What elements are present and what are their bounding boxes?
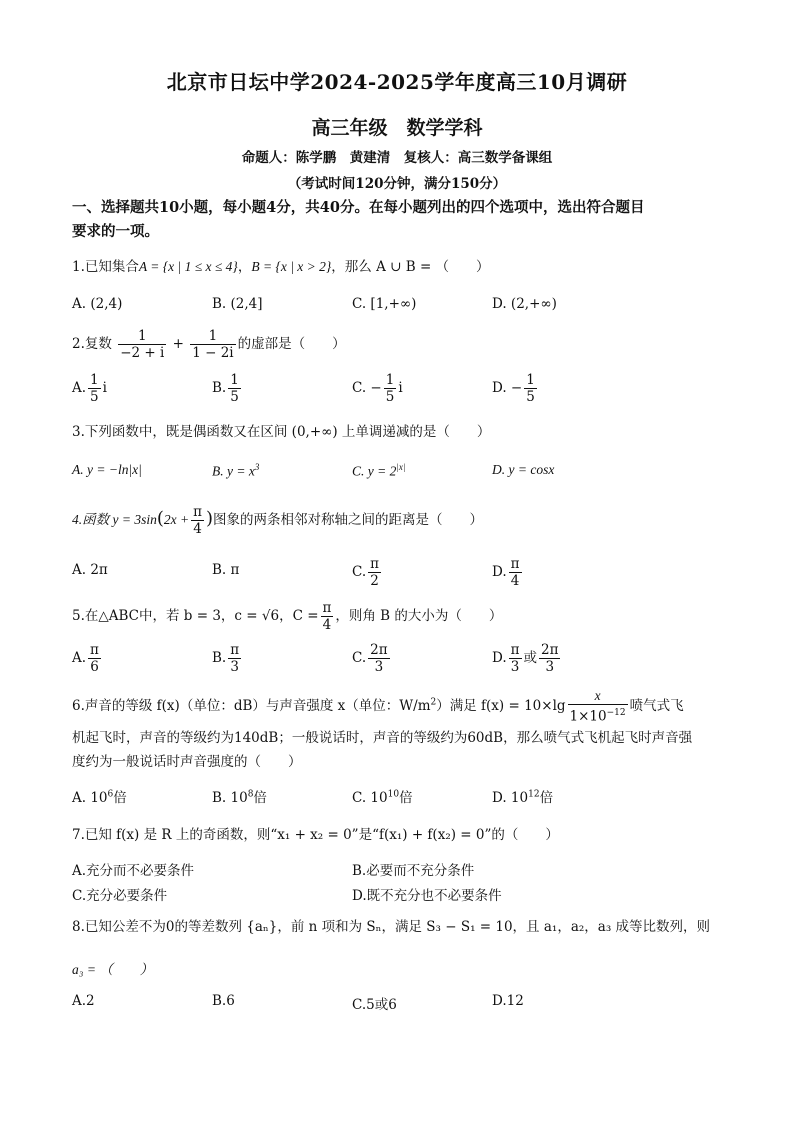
q6-option-a: A. $10^6$倍: [72, 789, 127, 806]
exam-authors: 命题人：陈学鹏 黄建清 复核人：高三数学备课组: [241, 150, 553, 166]
question-3: 3.下列函数中，既是偶函数又在区间 (0,+∞) 上单调递减的是（ ）: [72, 424, 491, 440]
q4-fraction: $\frac{\pi}{4}$: [193, 504, 202, 537]
q2-prefix: 2.复数: [72, 336, 112, 352]
q1-option-b: B. (2,4]: [212, 296, 263, 312]
q1-sep: ，: [237, 259, 252, 275]
q2-option-c: C. − $\frac{1}{5}$ i: [352, 372, 403, 405]
question-4: 4.函数 y = 3sin(2x + $\frac{\pi}{4}$ )图象的两条相邻对称轴之间的距离是（ ）: [72, 504, 484, 537]
q2-plus: +: [172, 336, 184, 352]
q4-option-d: D. $\frac{\pi}{4}$: [492, 556, 520, 589]
q3-option-c: C. $y = 2^{|x|}$: [352, 462, 406, 479]
section-heading-line2: 要求的一项。: [72, 223, 159, 240]
q5-suffix: ，则角 B 的大小为（ ）: [335, 608, 503, 624]
q4-option-b: B. π: [212, 562, 240, 578]
exam-subtitle: 高三年级 数学学科: [311, 117, 483, 139]
q6-option-c: C. $10^{10}$倍: [352, 789, 413, 806]
question-6-line1: 6.声音的等级 f(x)（单位：dB）与声音强度 x（单位：$W/m^2$）满足 f(x) = 10×lg $\frac{x}{1\times 10^{-12}}$ 喷气式飞: [72, 688, 684, 725]
q6-fraction: $\frac{x}{1\times 10^{-12}}$: [569, 688, 626, 725]
q1-option-d: D. (2,+∞): [492, 296, 557, 312]
q2-suffix: 的虚部是（ ）: [237, 336, 346, 352]
q3-option-d: D. y = cosx: [492, 462, 555, 477]
q8-option-a: A.2: [72, 993, 95, 1009]
q6-option-b: B. $10^8$倍: [212, 789, 267, 806]
q1-set-a: A = {x | 1 ≤ x ≤ 4}: [138, 259, 238, 274]
q3-option-b: B. $y = x^3$: [212, 462, 260, 479]
q6-option-d: D. $10^{12}$倍: [492, 789, 554, 806]
q5-prefix: 5.在△ABC中，若 b = 3，c = √6，C =: [72, 608, 319, 624]
q2-option-a: A. $\frac{1}{5}$ i: [72, 372, 107, 405]
q7-option-d: D.既不充分也不必要条件: [352, 888, 502, 904]
q5-option-a: A. $\frac{\pi}{6}$: [72, 642, 99, 675]
question-7: 7.已知 f(x) 是 R 上的奇函数，则“x₁ + x₂ = 0”是“f(x₁) + f(x₂) = 0”的（ ）: [72, 827, 559, 843]
question-8-line1: 8.已知公差不为0的等差数列 {aₙ}，前 n 项和为 Sₙ，满足 S₃ − S₁ = 10，且 a₁，a₂，a₃ 成等比数列，则: [72, 919, 711, 935]
q4-option-c: C. $\frac{\pi}{2}$: [352, 556, 380, 589]
section-heading: [72, 196, 644, 244]
question-1: [72, 255, 490, 275]
q1-option-c: C. [1,+∞): [352, 296, 417, 312]
question-2: [72, 328, 346, 361]
q2-option-d: D. − $\frac{1}{5}$: [492, 372, 535, 405]
q5-fraction: $\frac{\pi}{4}$: [322, 600, 332, 633]
q8-option-c: C.5或6: [352, 997, 397, 1013]
q5-option-d: D. $\frac{\pi}{3}$ 或 $\frac{2\pi}{3}$: [492, 642, 559, 675]
q1-suffix: ，那么 A ∪ B = （ ）: [331, 259, 490, 275]
q4-suffix: 图象的两条相邻对称轴之间的距离是（ ）: [213, 512, 484, 528]
q7-option-b: B.必要而不充分条件: [352, 863, 475, 879]
q1-prefix: 1.已知集合: [72, 259, 139, 275]
q4-inner: 2x +: [163, 512, 190, 527]
q8-option-d: D.12: [492, 993, 524, 1009]
q1-set-b: B = {x | x > 2}: [251, 259, 332, 274]
q8-option-b: B.6: [212, 993, 235, 1009]
q1-option-a: A. (2,4): [72, 296, 123, 312]
exam-time-info: （考试时间120分钟，满分150分）: [287, 176, 507, 192]
q4-option-a: A. 2π: [72, 562, 108, 578]
question-5: [72, 600, 502, 633]
q3-option-a: A. y = −ln|x|: [72, 462, 142, 477]
q7-option-a: A.充分而不必要条件: [72, 863, 195, 879]
question-6-line2: 机起飞时，声音的等级约为140dB；一般说话时，声音的等级约为60dB，那么喷气式飞机起飞时声音强: [72, 730, 693, 746]
question-6-line3: 度约为一般说话时声音强度的（ ）: [72, 754, 302, 770]
q2-fraction-2: $\frac{1}{1 - 2i}$: [192, 328, 234, 361]
q4-prefix: 4.函数 y = 3sin: [72, 512, 157, 527]
exam-title: 北京市日坛中学2024-2025学年度高三10月调研: [166, 70, 628, 94]
question-8-line2: a₃ = （ ）: [72, 962, 154, 977]
q2-fraction-1: $\frac{1}{-2 + i}$: [120, 328, 165, 361]
q2-option-b: B. $\frac{1}{5}$: [212, 372, 239, 405]
q5-option-b: B. $\frac{\pi}{3}$: [212, 642, 240, 675]
section-heading-line1: 一、选择题共10小题，每小题4分，共40分。在每小题列出的四个选项中，选出符合题目: [72, 199, 645, 216]
q5-option-c: C. $\frac{2\pi}{3}$: [352, 642, 388, 675]
q7-option-c: C.充分必要条件: [72, 888, 168, 904]
